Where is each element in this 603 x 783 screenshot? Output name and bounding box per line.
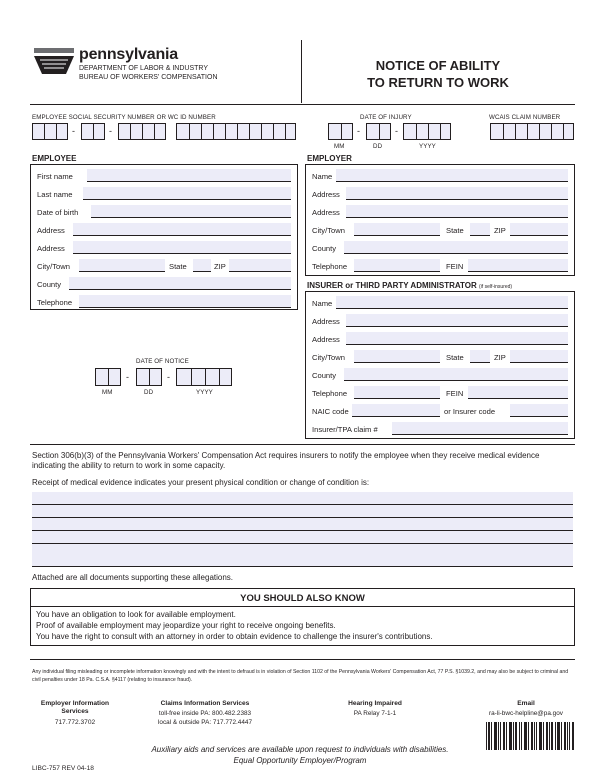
employee-heading: EMPLOYEE <box>32 154 77 163</box>
employer-address2-input[interactable] <box>346 205 568 217</box>
dob-label: Date of birth <box>37 208 79 217</box>
ssn-part3-input[interactable] <box>118 123 166 140</box>
employee-address2-row <box>31 239 297 257</box>
insurer-state-label: State <box>446 353 464 362</box>
email-title: Email <box>517 700 535 707</box>
insurer-county-row <box>306 366 574 384</box>
know-divider <box>31 606 574 607</box>
employer-info-title-line2: Services <box>61 708 89 715</box>
insurer-fein-label: FEIN <box>446 389 464 398</box>
injury-yyyy-label: YYYY <box>419 143 436 150</box>
employer-fein-input[interactable] <box>468 259 568 271</box>
last-name-label: Last name <box>37 190 73 199</box>
address2-label: Address <box>37 244 65 253</box>
last-name-input[interactable] <box>83 187 291 199</box>
insurer-telephone-input[interactable] <box>354 386 440 398</box>
naic-code-input[interactable] <box>352 404 440 416</box>
employer-telephone-row <box>306 257 574 275</box>
state-label: State <box>169 262 187 271</box>
employer-zip-label: ZIP <box>494 226 506 235</box>
first-name-label: First name <box>37 172 73 181</box>
auxiliary-aids-line2: Equal Opportunity Employer/Program <box>233 756 367 765</box>
employer-city-row <box>306 221 574 239</box>
employee-state-input[interactable] <box>193 259 211 271</box>
employer-name-label: Name <box>312 172 333 181</box>
notice-dash1: - <box>126 372 129 382</box>
injury-dash1: - <box>357 126 360 136</box>
employer-city-label: City/Town <box>312 226 345 235</box>
employee-first-name-row <box>31 167 297 185</box>
insurer-city-input[interactable] <box>354 350 440 362</box>
injury-date-label: DATE OF INJURY <box>360 114 412 121</box>
insurer-county-label: County <box>312 371 337 380</box>
insurer-name-label: Name <box>312 299 333 308</box>
form-id: LIBC-757 REV 04-18 <box>32 765 94 772</box>
insurer-claim-row <box>306 420 574 438</box>
insurer-zip-input[interactable] <box>510 350 568 362</box>
wc-id-input[interactable] <box>176 123 296 140</box>
notice-yyyy-input[interactable] <box>176 368 232 386</box>
employer-state-input[interactable] <box>470 223 490 235</box>
employee-dob-row <box>31 203 297 221</box>
employer-state-label: State <box>446 226 464 235</box>
ssn-dash1: - <box>72 126 75 136</box>
insurer-telephone-label: Telephone <box>312 389 348 398</box>
insurer-fein-input[interactable] <box>468 386 568 398</box>
employee-county-input[interactable] <box>69 277 291 289</box>
know-line1: You have an obligation to look for available employment. <box>36 610 236 619</box>
employer-address1-input[interactable] <box>346 187 568 199</box>
notice-yyyy-label: YYYY <box>196 389 213 396</box>
employer-heading: EMPLOYER <box>307 154 352 163</box>
claims-line1: toll-free inside PA: 800.482.2383 <box>158 710 252 717</box>
dob-input[interactable] <box>91 205 291 217</box>
hearing-line: PA Relay 7-1-1 <box>353 710 397 717</box>
employer-telephone-label: Telephone <box>312 262 348 271</box>
auxiliary-aids-line1: Auxiliary aids and services are available upon request to individuals with disabilities. <box>151 745 449 754</box>
keystone-logo-icon <box>32 46 76 76</box>
insurer-naic-row <box>306 402 574 420</box>
insurer-code-input[interactable] <box>510 404 568 416</box>
insurer-address1-row <box>306 312 574 330</box>
form-title-line1: NOTICE OF ABILITY <box>375 58 501 73</box>
employer-fein-label: FEIN <box>446 262 464 271</box>
first-name-input[interactable] <box>87 169 291 181</box>
claims-title: Claims Information Services <box>160 700 250 707</box>
employer-name-row <box>306 167 574 185</box>
employee-city-row <box>31 257 297 275</box>
city-label: City/Town <box>37 262 70 271</box>
insurer-section <box>305 291 575 439</box>
injury-dd-label: DD <box>373 143 383 150</box>
claims-line2: local & outside PA: 717.772.4447 <box>157 719 253 726</box>
section-306-text: Section 306(b)(3) of the Pennsylvania Workers' Compensation Act requires insurers to notify the employee when they receive medical evidence indicating the ability to return to work in some capacity. <box>32 451 540 470</box>
dept-line1: DEPARTMENT OF LABOR & INDUSTRY <box>79 65 209 72</box>
insurer-heading-text: INSURER or THIRD PARTY ADMINISTRATOR <box>307 281 477 290</box>
insurer-state-input[interactable] <box>470 350 490 362</box>
injury-dd-input[interactable] <box>366 123 391 140</box>
employer-info-title-line1: Employer Information <box>40 700 110 707</box>
know-box <box>30 588 575 646</box>
naic-code-label: NAIC code <box>312 407 349 416</box>
ssn-label: EMPLOYEE SOCIAL SECURITY NUMBER OR WC ID NUMBER <box>32 114 216 121</box>
ssn-dash2: - <box>109 126 112 136</box>
fraud-rule <box>30 659 575 660</box>
insurer-name-row <box>306 294 574 312</box>
employer-section <box>305 164 575 276</box>
know-line3: You have the right to consult with an attorney in order to obtain evidence to challenge the insurer's contributions. <box>36 632 433 641</box>
notice-dash2: - <box>167 372 170 382</box>
employer-city-input[interactable] <box>354 223 440 235</box>
know-line2: Proof of available employment may jeopardize your right to receive ongoing benefits. <box>36 621 336 630</box>
insurer-heading-note: (if self-insured) <box>479 284 513 290</box>
employee-zip-input[interactable] <box>229 259 291 271</box>
form-title-line2: TO RETURN TO WORK <box>367 75 509 90</box>
insurer-city-row <box>306 348 574 366</box>
notice-mm-input[interactable] <box>95 368 121 386</box>
insurer-claim-input[interactable] <box>392 422 568 434</box>
employer-address1-label: Address <box>312 190 340 199</box>
employee-telephone-row <box>31 293 297 311</box>
insurer-name-input[interactable] <box>336 296 568 308</box>
notice-dd-label: DD <box>144 389 154 396</box>
insurer-telephone-row <box>306 384 574 402</box>
employer-county-row <box>306 239 574 257</box>
employee-city-input[interactable] <box>79 259 165 271</box>
employee-telephone-input[interactable] <box>79 295 291 307</box>
condition-lines[interactable] <box>32 490 573 568</box>
email-link[interactable]: ra-li-bwc-helpline@pa.gov <box>489 710 563 717</box>
notice-date-label: DATE OF NOTICE <box>136 358 189 365</box>
header-rule <box>30 104 575 105</box>
employee-county-row <box>31 275 297 293</box>
notice-mm-label: MM <box>102 389 113 396</box>
state-name: pennsylvania <box>79 46 178 63</box>
body-rule <box>30 444 575 445</box>
county-label: County <box>37 280 62 289</box>
employer-info-phone: 717.772.3702 <box>54 719 96 726</box>
insurer-zip-label: ZIP <box>494 353 506 362</box>
employer-info-title <box>30 700 120 716</box>
wcais-claim-input[interactable] <box>490 123 574 140</box>
receipt-text: Receipt of medical evidence indicates your present physical condition or change of condition is: <box>32 478 370 487</box>
employee-address2-input[interactable] <box>73 241 291 253</box>
employee-address1-input[interactable] <box>73 223 291 235</box>
fraud-notice: Any individual filing misleading or incomplete information knowingly and with the intent to defraud is in violation of Section 1102 of the Pennsylvania Workers' Compensation Act, 77 P.S. §1039.2, and may also be subject to criminal and civil penalties under 18 Pa. C.S.A. §4117 (relating to insurance fraud). <box>32 669 569 683</box>
insurer-county-input[interactable] <box>344 368 568 380</box>
zip-label: ZIP <box>214 262 226 271</box>
employer-address2-label: Address <box>312 208 340 217</box>
insurer-address2-input[interactable] <box>346 332 568 344</box>
insurer-city-label: City/Town <box>312 353 345 362</box>
attached-text: Attached are all documents supporting these allegations. <box>32 573 234 582</box>
hearing-title: Hearing Impaired <box>348 700 402 707</box>
know-heading: YOU SHOULD ALSO KNOW <box>240 593 365 604</box>
employer-name-input[interactable] <box>336 169 568 181</box>
insurer-address2-label: Address <box>312 335 340 344</box>
injury-mm-input[interactable] <box>328 123 353 140</box>
notice-dd-input[interactable] <box>136 368 162 386</box>
insurer-code-label: or Insurer code <box>444 407 496 416</box>
employer-county-input[interactable] <box>344 241 568 253</box>
employee-address1-row <box>31 221 297 239</box>
telephone-label: Telephone <box>37 298 73 307</box>
dept-line2: BUREAU OF WORKERS' COMPENSATION <box>79 74 218 81</box>
insurer-address1-label: Address <box>312 317 340 326</box>
injury-yyyy-input[interactable] <box>403 123 451 140</box>
ssn-part2-input[interactable] <box>81 123 105 140</box>
address1-label: Address <box>37 226 65 235</box>
insurer-claim-label: Insurer/TPA claim # <box>312 425 378 434</box>
injury-mm-label: MM <box>334 143 345 150</box>
insurer-heading <box>307 281 512 290</box>
ssn-part1-input[interactable] <box>32 123 68 140</box>
employer-zip-input[interactable] <box>510 223 568 235</box>
employer-address2-row <box>306 203 574 221</box>
wcais-label: WCAIS CLAIM NUMBER <box>489 114 561 121</box>
insurer-address2-row <box>306 330 574 348</box>
header-divider <box>301 40 302 103</box>
employee-section <box>30 164 298 310</box>
employer-county-label: County <box>312 244 337 253</box>
injury-dash2: - <box>395 126 398 136</box>
employee-last-name-row <box>31 185 297 203</box>
insurer-address1-input[interactable] <box>346 314 568 326</box>
employer-address1-row <box>306 185 574 203</box>
employer-telephone-input[interactable] <box>354 259 440 271</box>
